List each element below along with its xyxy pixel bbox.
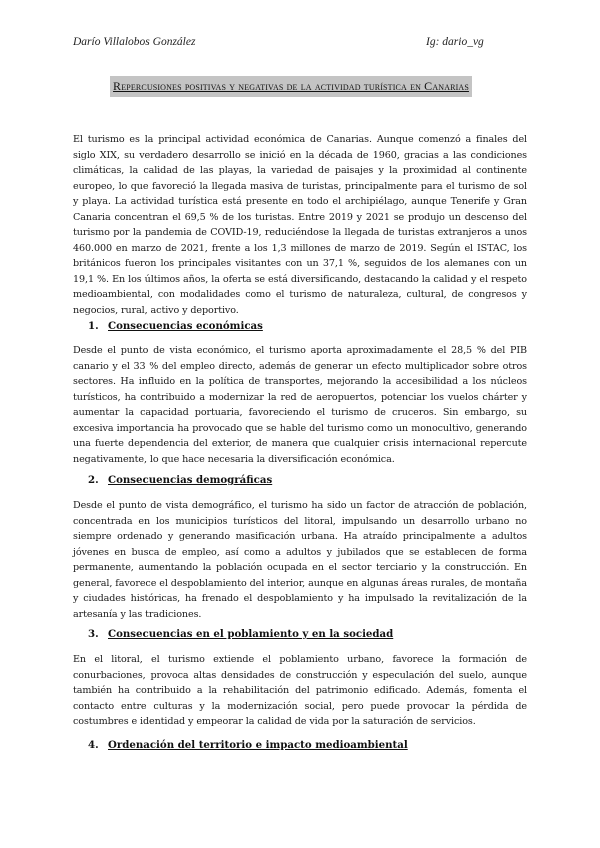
section-number: 1. — [88, 320, 99, 332]
section-number: 3. — [88, 628, 99, 640]
section-heading-2 — [88, 474, 272, 486]
section-heading-4 — [88, 739, 408, 751]
section-1-paragraph: Desde el punto de vista económico, el turismo aporta aproximadamente el 28,5 % del PIB canario y el 33 % del empleo directo, además de generar un efecto multiplicador sobre otros sectores. Ha influido en la política de transportes, mejorando la accesibilidad a los núcleos turísticos, ha contribuido a modernizar la red de aeropuertos, potenciar los vuelos chárter y aumentar la capacidad portuaria, favoreciendo el turismo de cruceros. Sin embargo, su excesiva importancia ha provocado que se hable del turismo como un monocultivo, generando una fuerte dependencia del exterior, de manera que cualquier crisis internacional repercute negativamente, lo que hace necesaria la diversificación económica. — [73, 345, 527, 465]
section-title: Consecuencias demográficas — [108, 474, 273, 486]
section-title: Consecuencias en el poblamiento y en la sociedad — [108, 628, 394, 640]
section-title: Consecuencias económicas — [108, 320, 263, 332]
section-heading-3 — [88, 628, 393, 640]
section-3-paragraph: En el litoral, el turismo extiende el poblamiento urbano, favorece la formación de conurbaciones, provoca altas densidades de construcción y especulación del suelo, aunque también ha contribuido a la rehabilitación del patrimonio edificado. Además, fomenta el contacto entre culturas y la modernización social, pero puede provocar la pérdida de costumbres e identidad y empeorar la calidad de vida por la saturación de servicios. — [73, 654, 527, 727]
title-banner — [110, 76, 472, 97]
section-heading-1 — [88, 320, 263, 332]
section-title: Ordenación del territorio e impacto medioambiental — [108, 739, 408, 751]
section-number: 4. — [88, 739, 99, 751]
section-2-paragraph: Desde el punto de vista demográfico, el turismo ha sido un factor de atracción de población, concentrada en los municipios turísticos del litoral, impulsando un desarrollo urbano no siempre ordenado y generando masificación urbana. Ha atraído principalmente a adultos jóvenes en busca de empleo, así como a adultos y jubilados que se establecen de forma permanente, aumentando la población ocupada en el sector terciario y la construcción. En general, favorece el despoblamiento del interior, aunque en algunas áreas rurales, de montaña y ciudades históricas, ha frenado el despoblamiento y ha impulsado la revitalización de la artesanía y las tradiciones. — [73, 500, 527, 620]
document-title: Repercusiones positivas y negativas de la actividad turística en Canarias — [113, 79, 469, 93]
instagram-handle: Ig: dario_vg — [426, 36, 484, 48]
author-name: Darío Villalobos González — [73, 36, 196, 48]
intro-paragraph: El turismo es la principal actividad económica de Canarias. Aunque comenzó a finales del siglo XIX, su verdadero desarrollo se inició en la década de 1960, gracias a las condiciones climáticas, la calidad de las playas, la variedad de paisajes y la proximidad al continente europeo, lo que favoreció la llegada masiva de turistas, principalmente para el turismo de sol y playa. La actividad turística está presente en todo el archipiélago, aunque Tenerife y Gran Canaria concentran el 69,5 % de los turistas. Entre 2019 y 2021 se produjo un descenso del turismo por la pandemia de COVID-19, reduciéndose la llegada de turistas extranjeros a unos 460.000 en marzo de 2021, frente a los 1,3 millones de marzo de 2019. Según el ISTAC, los británicos fueron los principales visitantes con un 37,1 %, seguidos de los alemanes con un 19,1 %. En los últimos años, la oferta se está diversificando, destacando la calidad y el respeto medioambiental, con modalidades como el turismo de naturaleza, cultural, de congresos y negocios, rural, activo y deportivo. — [73, 134, 527, 316]
section-number: 2. — [88, 474, 99, 486]
